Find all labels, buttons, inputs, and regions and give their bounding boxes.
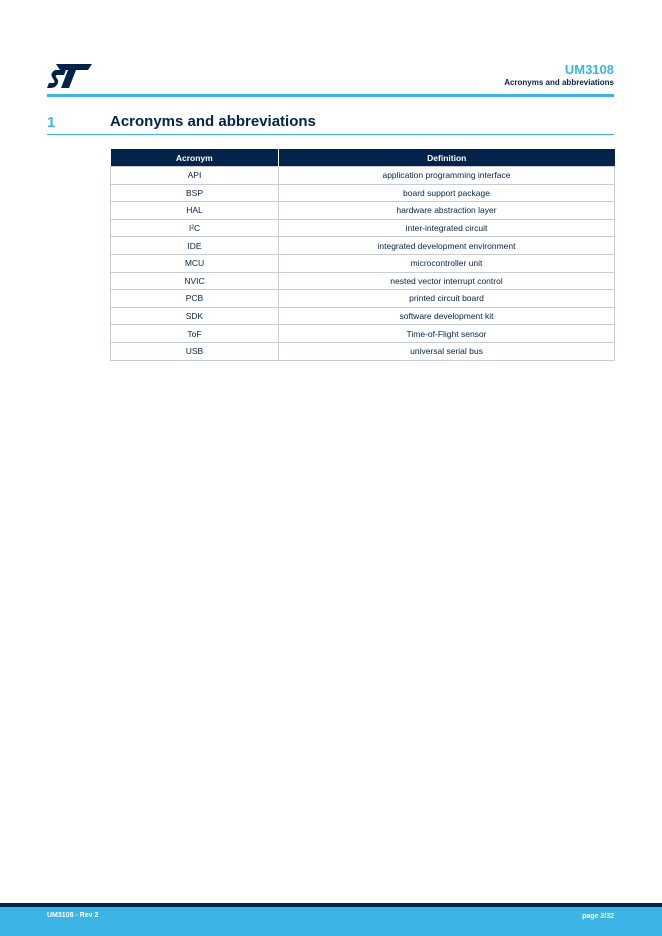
definition-cell: nested vector interrupt control (279, 272, 615, 290)
acronym-cell: I²C (111, 219, 279, 237)
acronym-cell: BSP (111, 184, 279, 202)
st-logo-icon (46, 62, 94, 90)
section-number: 1 (47, 114, 56, 131)
column-header-acronym: Acronym (111, 149, 279, 167)
acronym-cell: USB (111, 342, 279, 360)
table-row (111, 272, 615, 290)
table-row (111, 184, 615, 202)
acronym-cell: API (111, 167, 279, 185)
definition-cell: Time-of-Flight sensor (279, 325, 615, 343)
definition-cell: software development kit (279, 307, 615, 325)
table-row (111, 219, 615, 237)
definition-cell: inter-integrated circuit (279, 219, 615, 237)
definition-cell: universal serial bus (279, 342, 615, 360)
table-row (111, 237, 615, 255)
table-row (111, 325, 615, 343)
table-row (111, 307, 615, 325)
table-row (111, 254, 615, 272)
table-header-row (111, 149, 615, 167)
section-divider (47, 134, 614, 135)
acronym-cell: NVIC (111, 272, 279, 290)
footer-bar (0, 907, 662, 936)
acronyms-table (110, 149, 615, 361)
document-id: UM3108 (564, 62, 614, 77)
acronym-cell: ToF (111, 325, 279, 343)
definition-cell: application programming interface (279, 167, 615, 185)
definition-cell: integrated development environment (279, 237, 615, 255)
document-subtitle: Acronyms and abbreviations (504, 78, 614, 87)
definition-cell: microcontroller unit (279, 254, 615, 272)
table-row (111, 202, 615, 220)
section-title: Acronyms and abbreviations (110, 113, 316, 130)
acronym-cell: PCB (111, 290, 279, 308)
column-header-definition: Definition (279, 149, 615, 167)
table-row (111, 290, 615, 308)
definition-cell: board support package (279, 184, 615, 202)
acronym-cell: SDK (111, 307, 279, 325)
definition-cell: hardware abstraction layer (279, 202, 615, 220)
table-row (111, 167, 615, 185)
acronym-cell: IDE (111, 237, 279, 255)
definition-cell: printed circuit board (279, 290, 615, 308)
header-divider (47, 94, 614, 97)
footer-page-number: page 2/32 (582, 913, 614, 920)
acronym-cell: MCU (111, 254, 279, 272)
table-row (111, 342, 615, 360)
footer-document-revision: UM3108 - Rev 2 (47, 912, 99, 919)
acronym-cell: HAL (111, 202, 279, 220)
